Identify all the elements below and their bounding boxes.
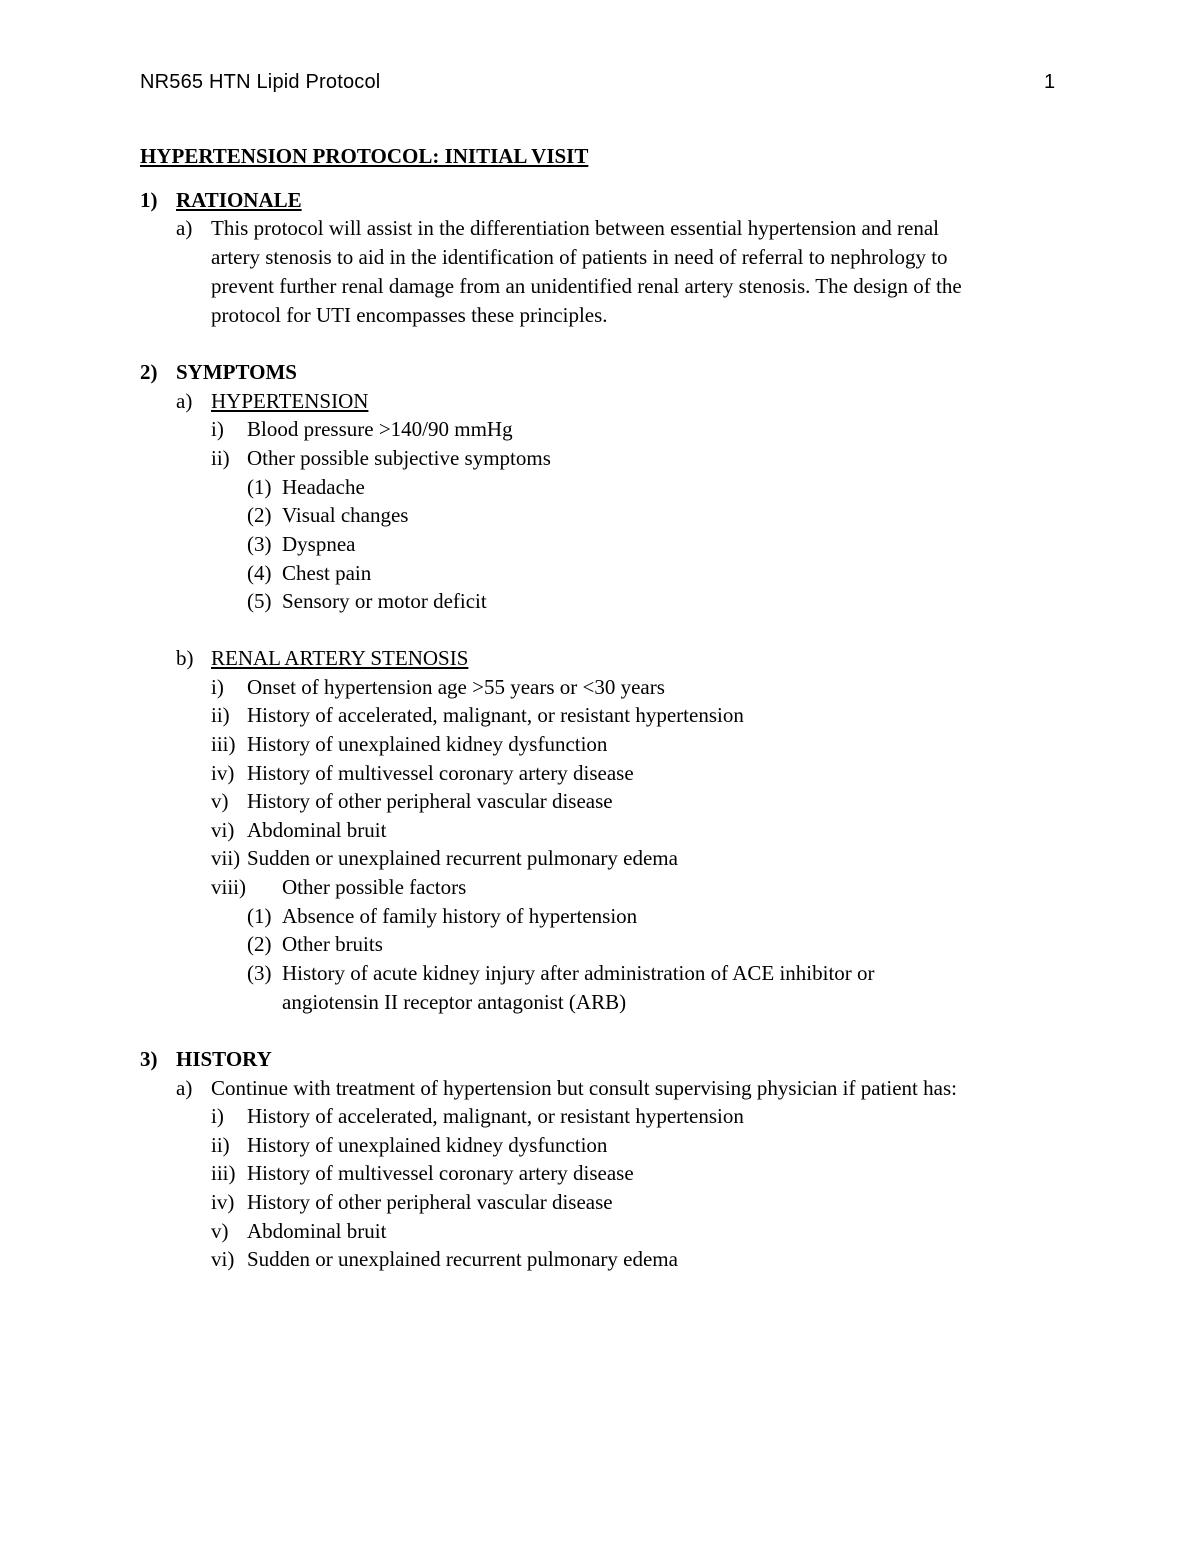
list-item: History of accelerated, malignant, or resistant hypertension xyxy=(247,1104,744,1128)
rationale-line: artery stenosis to aid in the identification of patients in need of referral to nephrology to xyxy=(211,245,948,269)
renal-artery-stenosis-heading: RENAL ARTERY STENOSIS xyxy=(211,646,469,670)
list-marker: i) xyxy=(211,675,224,699)
list-item: History of accelerated, malignant, or resistant hypertension xyxy=(247,703,744,727)
symptoms-b-marker: b) xyxy=(176,646,194,670)
sub-item: Visual changes xyxy=(282,503,409,527)
list-item: History of multivessel coronary artery disease xyxy=(247,1161,634,1185)
list-marker: viii) xyxy=(211,875,246,899)
list-marker: iv) xyxy=(211,761,235,785)
sub-marker: (3) xyxy=(247,532,272,556)
list-item: History of other peripheral vascular disease xyxy=(247,1190,613,1214)
list-item: Abdominal bruit xyxy=(247,818,387,842)
sub-item: Other bruits xyxy=(282,932,383,956)
history-a-marker: a) xyxy=(176,1076,193,1100)
rationale-a-marker: a) xyxy=(176,216,193,240)
list-marker: ii) xyxy=(211,1133,230,1157)
history-a-text: Continue with treatment of hypertension but consult supervising physician if patient has: xyxy=(211,1076,957,1100)
sub-item: Headache xyxy=(282,475,365,499)
hypertension-heading: HYPERTENSION xyxy=(211,389,369,413)
list-marker: v) xyxy=(211,789,229,813)
sub-item-continuation: angiotensin II receptor antagonist (ARB) xyxy=(282,990,627,1014)
list-item: Onset of hypertension age >55 years or <30 years xyxy=(247,675,665,699)
list-item: History of other peripheral vascular disease xyxy=(247,789,613,813)
list-item: History of unexplained kidney dysfunction xyxy=(247,1133,608,1157)
list-item: History of multivessel coronary artery disease xyxy=(247,761,634,785)
list-item: Blood pressure >140/90 mmHg xyxy=(247,417,513,441)
section-1-marker: 1) xyxy=(140,188,158,212)
sub-marker: (2) xyxy=(247,932,272,956)
list-marker: iv) xyxy=(211,1190,235,1214)
list-item: Sudden or unexplained recurrent pulmonary edema xyxy=(247,846,678,870)
sub-marker: (4) xyxy=(247,561,272,585)
list-marker: v) xyxy=(211,1219,229,1243)
rationale-line: prevent further renal damage from an unidentified renal artery stenosis. The design of the xyxy=(211,274,962,298)
sub-marker: (1) xyxy=(247,904,272,928)
sub-marker: (2) xyxy=(247,503,272,527)
section-3-heading: HISTORY xyxy=(176,1047,272,1071)
list-marker: ii) xyxy=(211,703,230,727)
sub-item: History of acute kidney injury after administration of ACE inhibitor or xyxy=(282,961,875,985)
list-item: Other possible subjective symptoms xyxy=(247,446,551,470)
sub-marker: (1) xyxy=(247,475,272,499)
sub-marker: (3) xyxy=(247,961,272,985)
list-item: Other possible factors xyxy=(282,875,467,899)
list-item: Abdominal bruit xyxy=(247,1219,387,1243)
section-3-marker: 3) xyxy=(140,1047,158,1071)
list-marker: iii) xyxy=(211,732,236,756)
running-header-title: NR565 HTN Lipid Protocol xyxy=(140,71,381,93)
section-2-marker: 2) xyxy=(140,360,158,384)
section-1-heading: RATIONALE xyxy=(176,188,302,212)
document-title: HYPERTENSION PROTOCOL: INITIAL VISIT xyxy=(140,144,589,168)
sub-item: Sensory or motor deficit xyxy=(282,589,487,613)
page-number: 1 xyxy=(1044,71,1056,93)
list-marker: ii) xyxy=(211,446,230,470)
list-item: History of unexplained kidney dysfunction xyxy=(247,732,608,756)
sub-marker: (5) xyxy=(247,589,272,613)
list-item: Sudden or unexplained recurrent pulmonary edema xyxy=(247,1247,678,1271)
symptoms-a-marker: a) xyxy=(176,389,193,413)
section-2-heading: SYMPTOMS xyxy=(176,360,297,384)
list-marker: vii) xyxy=(211,846,241,870)
sub-item: Chest pain xyxy=(282,561,372,585)
list-marker: i) xyxy=(211,1104,224,1128)
sub-item: Absence of family history of hypertension xyxy=(282,904,638,928)
list-marker: vi) xyxy=(211,818,235,842)
list-marker: i) xyxy=(211,417,224,441)
sub-item: Dyspnea xyxy=(282,532,356,556)
list-marker: vi) xyxy=(211,1247,235,1271)
rationale-line: This protocol will assist in the differentiation between essential hypertension and renal xyxy=(211,216,940,240)
list-marker: iii) xyxy=(211,1161,236,1185)
rationale-line: protocol for UTI encompasses these principles. xyxy=(211,303,608,327)
